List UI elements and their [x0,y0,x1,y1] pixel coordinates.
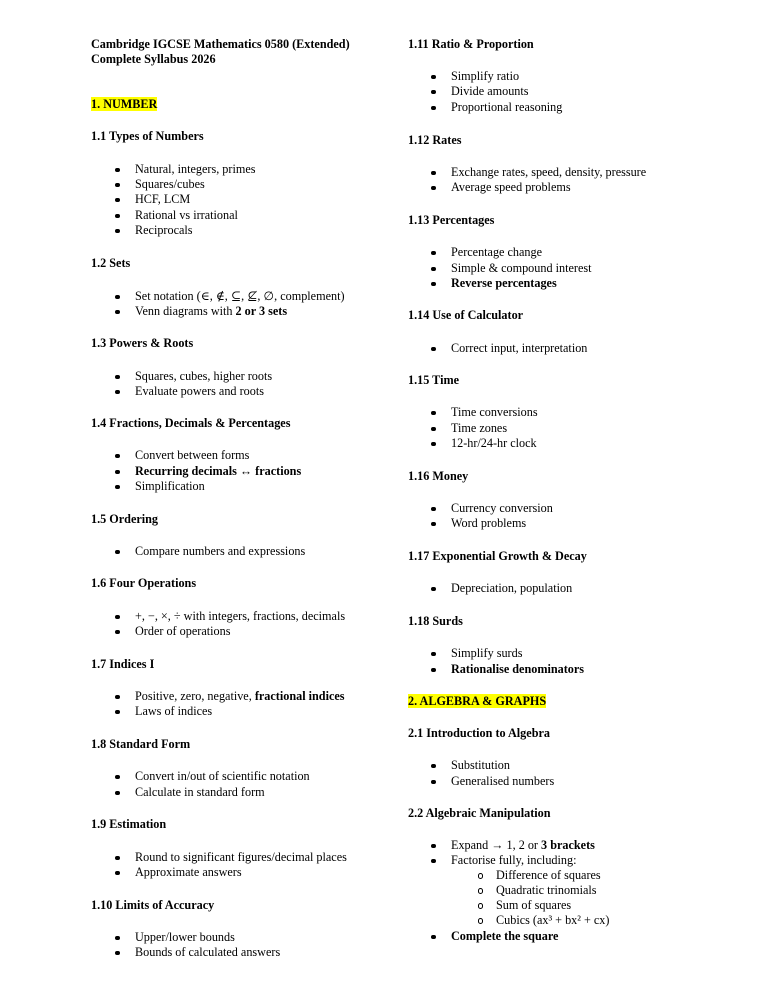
heading-1-3: 1.3 Powers & Roots [91,336,194,350]
heading-1-6: 1.6 Four Operations [91,576,197,590]
heading-1-16: 1.16 Money [408,469,469,483]
heading-1-15: 1.15 Time [408,373,460,387]
heading-1-11: 1.11 Ratio & Proportion [408,37,534,51]
section-number-heading: 1. NUMBER [91,97,158,111]
heading-1-2: 1.2 Sets [91,256,131,270]
heading-1-7: 1.7 Indices I [91,657,155,671]
heading-1-5: 1.5 Ordering [91,512,159,526]
heading-1-14: 1.14 Use of Calculator [408,308,524,322]
heading-1-18: 1.18 Surds [408,614,463,628]
doc-title-line1: Cambridge IGCSE Mathematics 0580 (Extended) [91,37,350,51]
heading-2-1: 2.1 Introduction to Algebra [408,726,550,740]
doc-title-line2: Complete Syllabus 2026 [91,52,216,66]
heading-1-13: 1.13 Percentages [408,213,495,227]
section-algebra-heading: 2. ALGEBRA & GRAPHS [408,694,547,708]
heading-1-12: 1.12 Rates [408,133,462,147]
heading-2-2: 2.2 Algebraic Manipulation [408,806,551,820]
heading-1-9: 1.9 Estimation [91,817,167,831]
heading-1-17: 1.17 Exponential Growth & Decay [408,549,587,563]
heading-1-4: 1.4 Fractions, Decimals & Percentages [91,416,291,430]
heading-1-10: 1.10 Limits of Accuracy [91,898,215,912]
heading-1-8: 1.8 Standard Form [91,737,191,751]
heading-1-1: 1.1 Types of Numbers [91,129,204,143]
